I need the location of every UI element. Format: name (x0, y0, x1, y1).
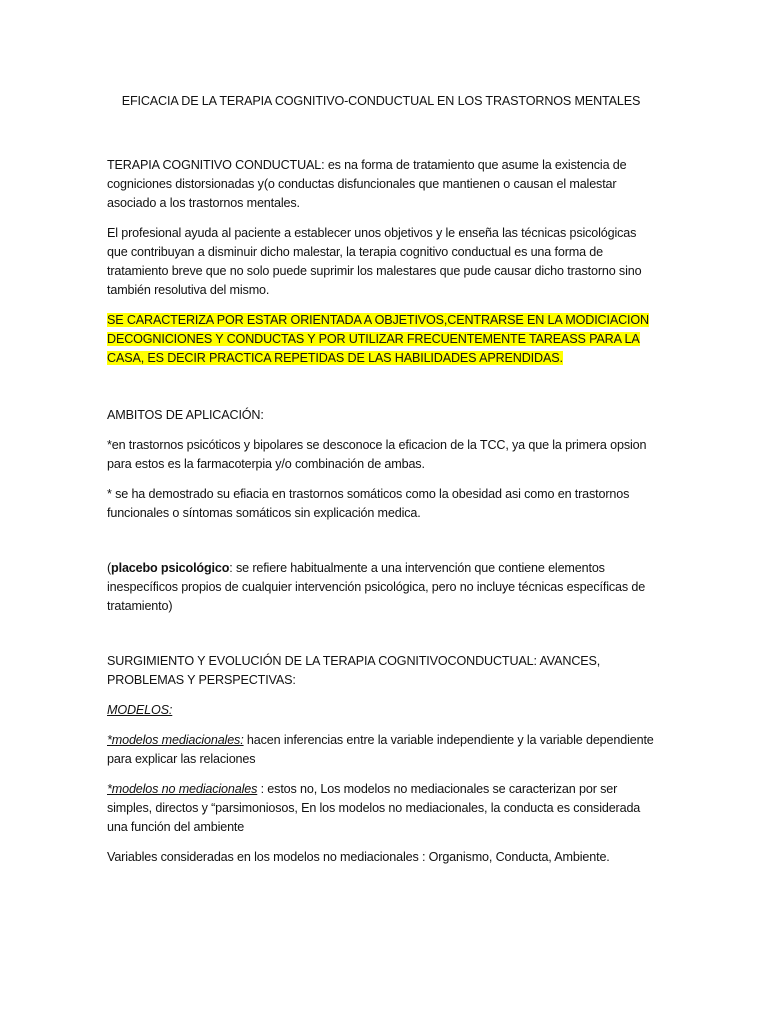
highlighted-paragraph (107, 311, 655, 368)
placebo-definition: : se refiere habitualmente a una intervención que contiene elementos inespecíficos propios de cualquier intervención psicológica, pero no incluye técnicas específicas de tratamiento) (107, 561, 646, 613)
placebo-paragraph (107, 559, 655, 616)
modelos-mediacionales-text: hacen inferencias entre la variable independiente y la variable dependiente para explicar las relaciones (107, 733, 654, 766)
ambitos-heading: AMBITOS DE APLICACIÓN: (107, 408, 264, 422)
placebo-open-paren: ( (107, 561, 112, 575)
modelos-mediacionales-paragraph (107, 731, 655, 769)
paragraph-definition: TERAPIA COGNITIVO CONDUCTUAL: es na forma de tratamiento que asume la existencia de cogniciones distorsionadas y(o conductas disfuncionales que mantienen o causan el malestar asociado a los trastornos mentales. (107, 158, 627, 210)
modelos-no-mediacionales-paragraph (107, 780, 655, 837)
modelos-label (107, 701, 655, 720)
modelos-label-text: MODELOS: (107, 703, 173, 717)
modelos-no-mediacionales-text: : estos no, Los modelos no mediacionales se caracterizan por ser simples, directos y “parsimoniosos, En los modelos no mediacionales, la conducta es considerada una función del ambiente (107, 782, 641, 834)
document-title: EFICACIA DE LA TERAPIA COGNITIVO-CONDUCTUAL EN LOS TRASTORNOS MENTALES (121, 94, 641, 108)
document-body (107, 92, 655, 867)
variables-paragraph: Variables consideradas en los modelos no mediacionales : Organismo, Conducta, Ambiente. (107, 850, 610, 864)
modelos-mediacionales-term: *modelos mediacionales: (107, 733, 244, 747)
placebo-term: placebo psicológico (111, 561, 230, 575)
paragraph-professional: El profesional ayuda al paciente a establecer unos objetivos y le enseña las técnicas psicológicas que contribuyan a disminuir dicho malestar, la terapia cognitivo conductual es una forma de tratamiento breve que no solo puede suprimir los malestares que pude causar dicho trastorno sino también resolutiva del mismo. (107, 226, 642, 297)
ambito-item-somaticos: * se ha demostrado su efiacia en trastornos somáticos como la obesidad asi como en trastornos funcionales o síntomas somáticos sin explicación medica. (107, 487, 630, 520)
highlighted-text: SE CARACTERIZA POR ESTAR ORIENTADA A OBJETIVOS,CENTRARSE EN LA MODICIACION DECOGNICIONES Y CONDUCTAS Y POR UTILIZAR FRECUENTEMENTE TAREASS PARA LA CASA, ES DECIR PRACTICA REPETIDAS DE LAS HABILIDADES APRENDIDAS. (107, 313, 649, 365)
modelos-no-mediacionales-term: *modelos no mediacionales (107, 782, 258, 796)
ambito-item-psicoticos: *en trastornos psicóticos y bipolares se desconoce la eficacion de la TCC, ya que la primera opsion para estos es la farmacoterpia y/o combinación de ambas. (107, 438, 647, 471)
surgimiento-heading: SURGIMIENTO Y EVOLUCIÓN DE LA TERAPIA COGNITIVOCONDUCTUAL: AVANCES, PROBLEMAS Y PERSPECTIVAS: (107, 654, 601, 687)
